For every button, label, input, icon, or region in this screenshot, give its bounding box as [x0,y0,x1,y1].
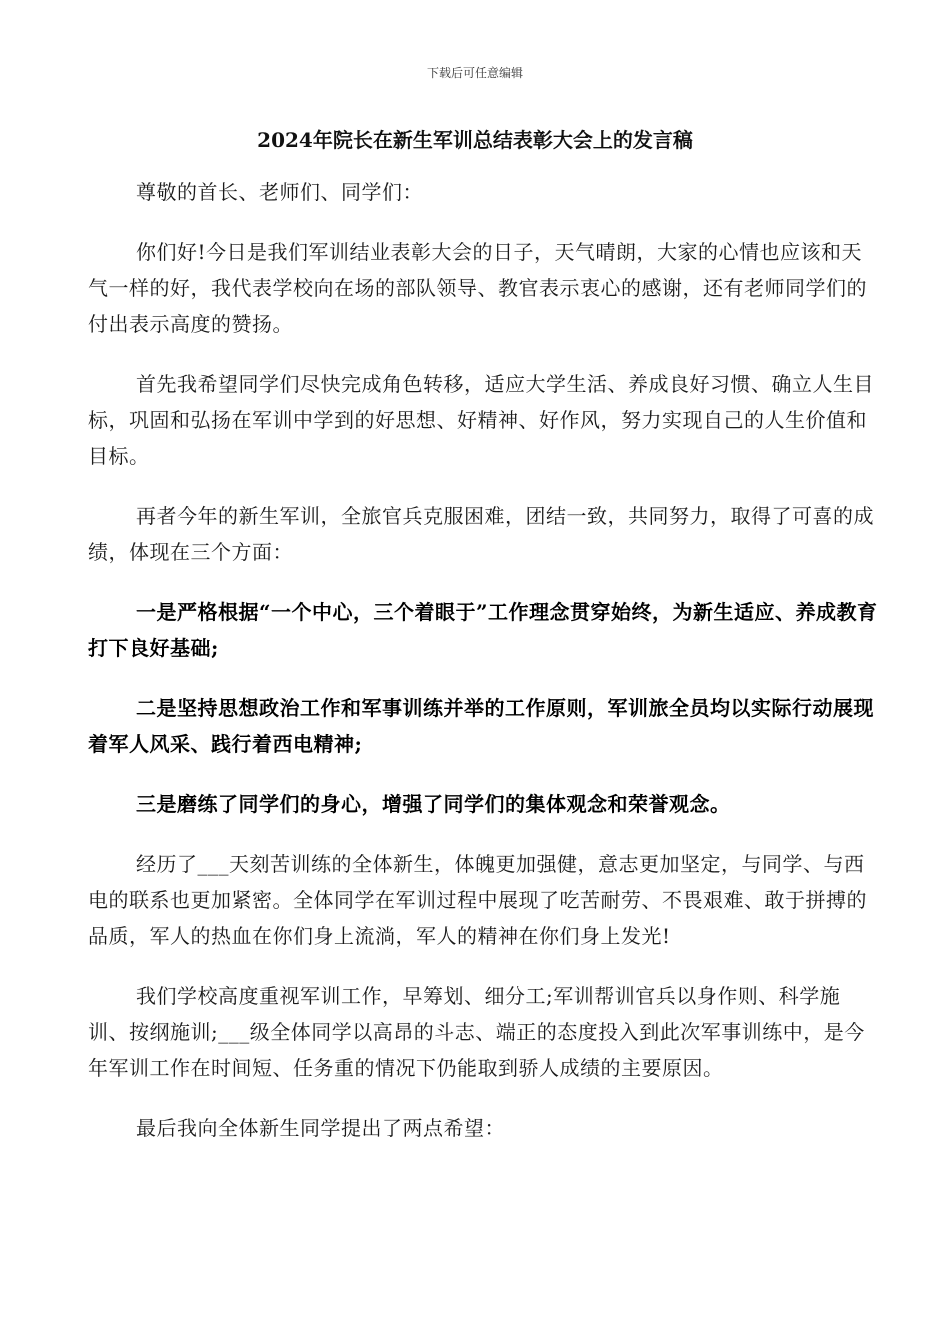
salutation: 尊敬的首长、老师们、同学们： [136,180,423,204]
paragraph-achievements: 再者今年的新生军训，全旅官兵克服困难，团结一致，共同努力，取得了可喜的成绩，体现在三个方面： [88,504,874,564]
point-three: 三是磨练了同学们的身心，增强了同学们的集体观念和荣誉观念。 [136,792,731,816]
paragraph-school: 我们学校高度重视军训工作，早筹划、细分工;军训帮训官兵以身作则、科学施训、按纲施训;___级全体同学以高昂的斗志、端正的态度投入到此次军事训练中，是今年军训工作在时间短、任务重的情况下仍能取到骄人成绩的主要原因。 [88,984,865,1080]
paragraph-closing: 最后我向全体新生同学提出了两点希望： [136,1116,505,1140]
document-title: 2024年院长在新生军训总结表彰大会上的发言稿 [257,128,693,152]
point-two: 二是坚持思想政治工作和军事训练并举的工作原则，军训旅全员均以实际行动展现着军人风采、践行着西电精神; [88,696,874,756]
paragraph-greeting: 你们好!今日是我们军训结业表彰大会的日子，天气晴朗，大家的心情也应该和天气一样的好，我代表学校向在场的部队领导、教官表示衷心的感谢，还有老师同学们的付出表示高度的赞扬。 [88,240,867,336]
point-one: 一是严格根据“一个中心，三个着眼于”工作理念贯穿始终，为新生适应、养成教育打下良好基础; [88,600,878,660]
paragraph-training: 经历了___天刻苦训练的全体新生，体魄更加强健，意志更加坚定，与同学、与西电的联系也更加紧密。全体同学在军训过程中展现了吃苦耐劳、不畏艰难、敢于拼搏的品质，军人的热血在你们身上流淌，军人的精神在你们身上发光! [88,852,867,948]
document-body [88,150,878,1146]
paragraph-hopes: 首先我希望同学们尽快完成角色转移，适应大学生活、养成良好习惯、确立人生目标，巩固和弘扬在军训中学到的好思想、好精神、好作风，努力实现自己的人生价值和目标。 [88,372,874,468]
header-note: 下载后可任意编辑 [426,66,523,80]
